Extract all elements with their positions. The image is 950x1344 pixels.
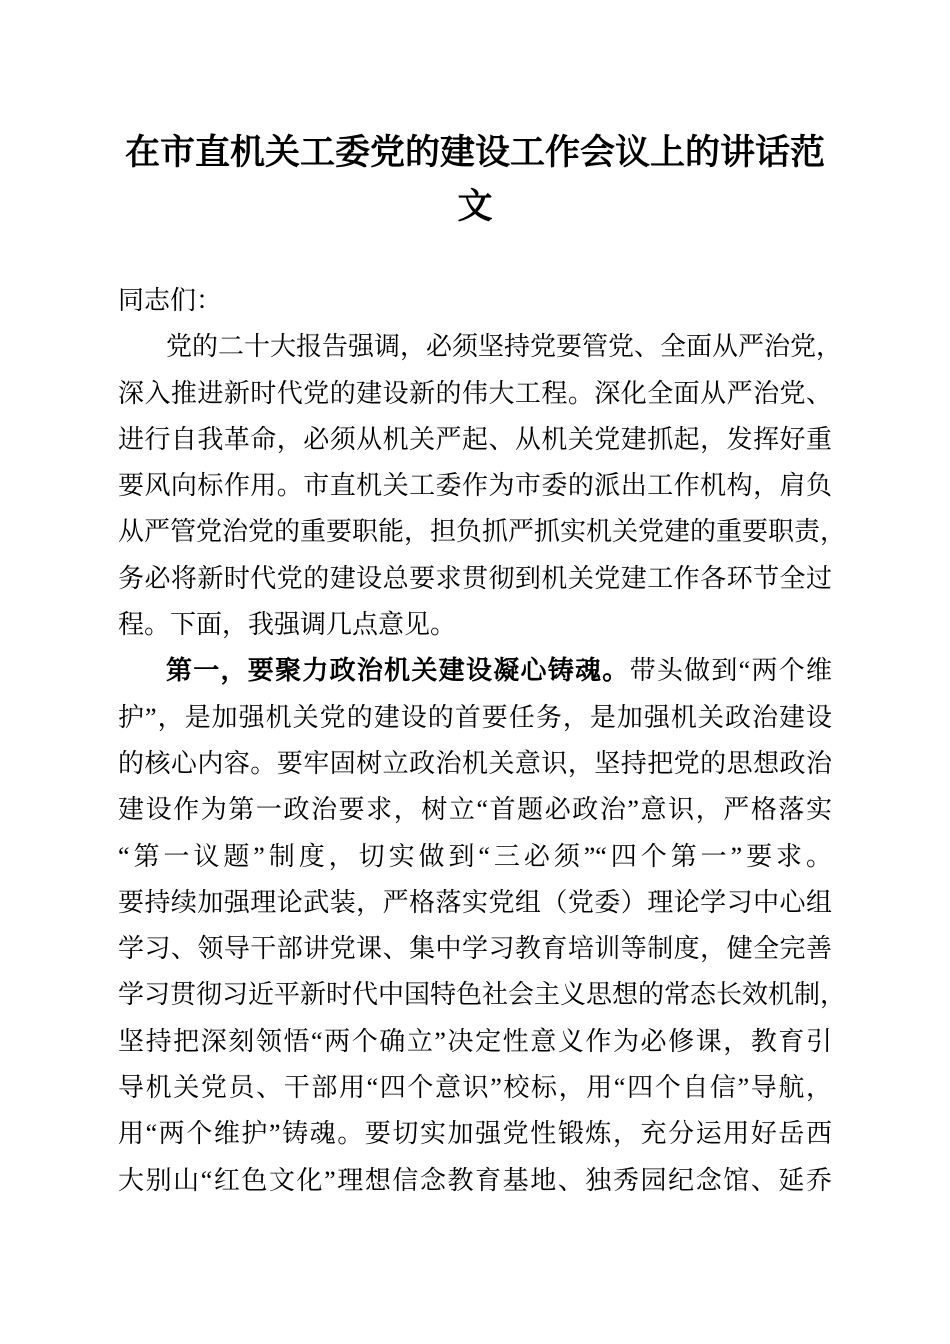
body-line: 第一，要聚力政治机关建设凝心铸魂。带头做到“两个维 (166, 656, 832, 686)
body-line: 进行自我革命，必须从机关严起、从机关党建抓起，发挥好重 (118, 424, 832, 454)
body-line: “第一议题”制度，切实做到“三必须”“四个第一”要求。 (118, 841, 832, 871)
bold-lead-in: 第一，要聚力政治机关建设凝心铸魂。 (166, 656, 630, 686)
body-line: 大别山“红色文化”理想信念教育基地、独秀园纪念馆、延乔 (118, 1165, 832, 1195)
body-line: 程。下面，我强调几点意见。 (118, 610, 457, 640)
body-line: 要风向标作用。市直机关工委作为市委的派出工作机构，肩负 (118, 471, 832, 501)
body-line: 务必将新时代党的建设总要求贯彻到机关党建工作各环节全过 (118, 563, 832, 593)
body-line: 从严管党治党的重要职能，担负抓严抓实机关党建的重要职责， (118, 517, 847, 547)
body-line: 建设作为第一政治要求，树立“首题必政治”意识，严格落实 (118, 795, 832, 825)
document-body (118, 278, 847, 1204)
document-title: 在市直机关工委党的建设工作会议上的讲话范文 (124, 133, 825, 226)
body-line: 党的二十大报告强调，必须坚持党要管党、全面从严治党， (166, 332, 843, 362)
body-line: 导机关党员、干部用“四个意识”校标，用“四个自信”导航， (118, 1073, 832, 1103)
body-line: 同志们： (118, 286, 223, 315)
body-line: 深入推进新时代党的建设新的伟大工程。深化全面从严治党、 (118, 378, 832, 408)
body-line: 学习贯彻习近平新时代中国特色社会主义思想的常态长效机制， (118, 980, 847, 1010)
body-line: 学习、领导干部讲党课、集中学习教育培训等制度，健全完善 (118, 934, 832, 964)
body-line: 护”，是加强机关党的建设的首要任务，是加强机关政治建设 (118, 702, 832, 732)
body-line: 用“两个维护”铸魂。要切实加强党性锻炼，充分运用好岳西 (118, 1119, 832, 1149)
body-line: 的核心内容。要牢固树立政治机关意识，坚持把党的思想政治 (118, 748, 832, 778)
body-line: 要持续加强理论武装，严格落实党组（党委）理论学习中心组 (118, 887, 832, 917)
body-line: 坚持把深刻领悟“两个确立”决定性意义作为必修课，教育引 (118, 1026, 832, 1056)
